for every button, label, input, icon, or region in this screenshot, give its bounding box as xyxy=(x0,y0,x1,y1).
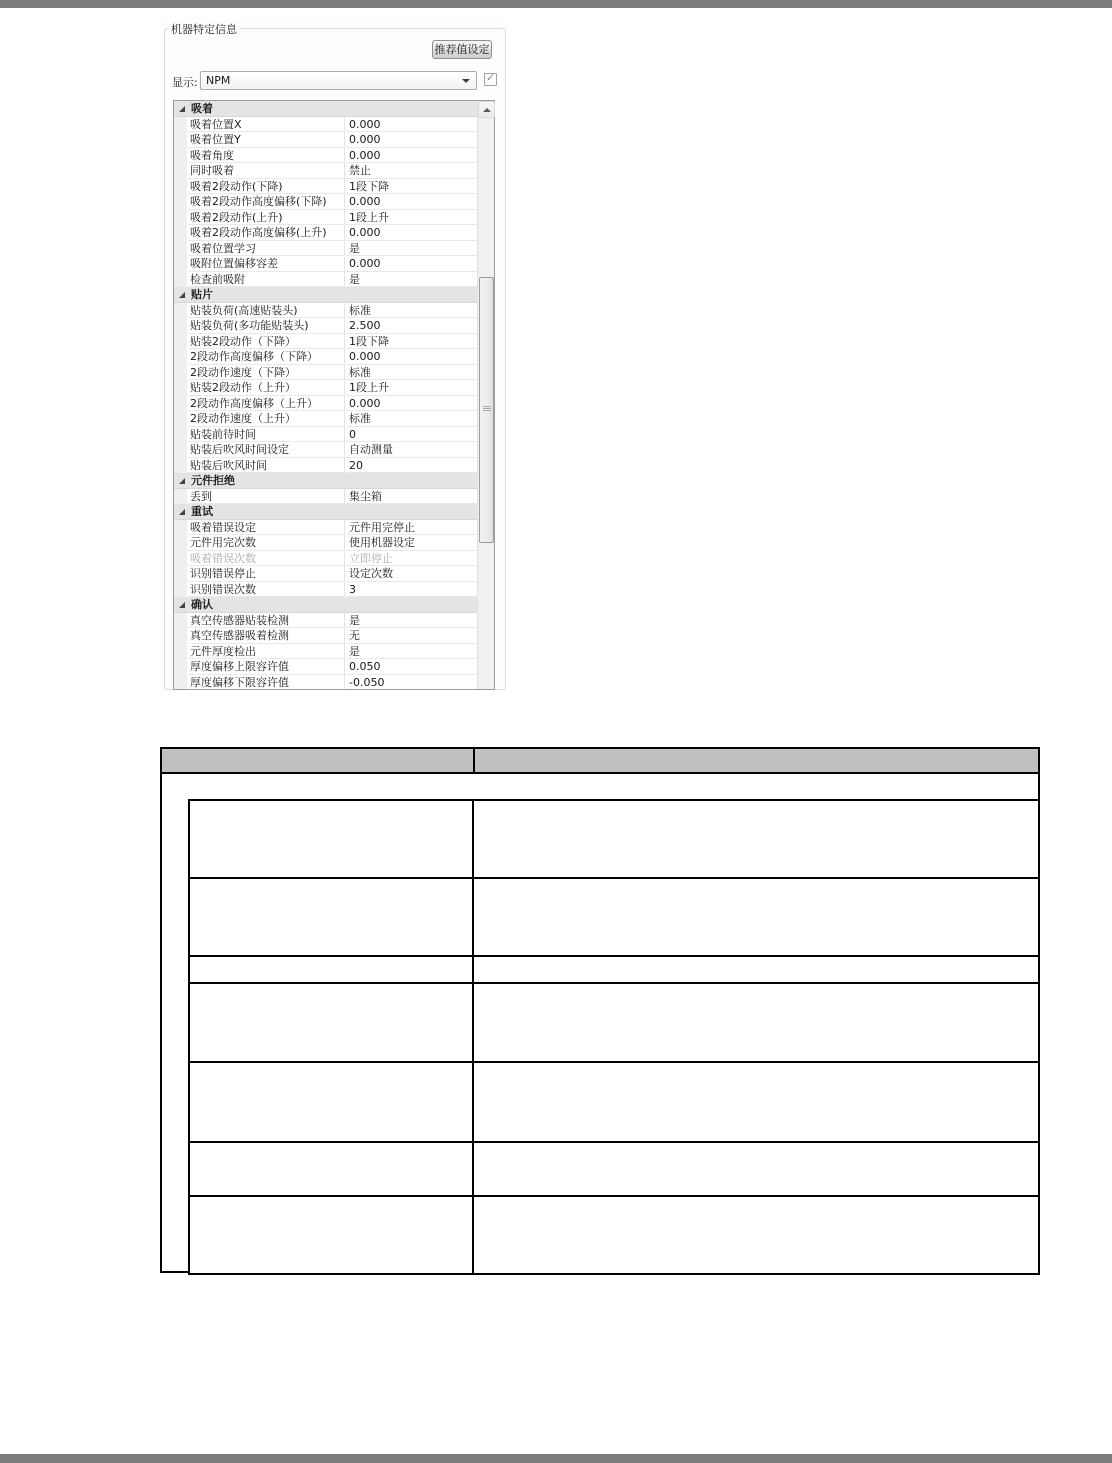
category-label: 重试 xyxy=(191,505,213,518)
property-value[interactable]: 立即停止 xyxy=(346,551,477,567)
property-name: 贴装负荷(多功能贴装头) xyxy=(188,318,345,334)
row-indent xyxy=(174,256,187,272)
table-cell-left xyxy=(190,957,474,982)
property-row[interactable] xyxy=(174,225,477,241)
table-row xyxy=(190,984,1038,1063)
property-row[interactable] xyxy=(174,582,477,598)
scrollbar-grip-icon xyxy=(483,406,491,412)
property-name: 真空传感器贴装检测 xyxy=(188,613,345,629)
property-row[interactable] xyxy=(174,644,477,660)
row-indent xyxy=(174,659,187,675)
table-cell-left xyxy=(190,879,474,955)
property-row[interactable] xyxy=(174,132,477,148)
property-row[interactable] xyxy=(174,427,477,443)
property-name: 吸着2段动作高度偏移(下降) xyxy=(188,194,345,210)
property-row[interactable] xyxy=(174,210,477,226)
property-row[interactable] xyxy=(174,520,477,536)
property-row[interactable] xyxy=(174,659,477,675)
row-indent xyxy=(174,272,187,288)
property-row[interactable] xyxy=(174,458,477,474)
expander-icon[interactable] xyxy=(179,602,185,608)
property-row[interactable] xyxy=(174,148,477,164)
property-name: 2段动作速度（下降） xyxy=(188,365,345,381)
row-indent xyxy=(174,628,187,644)
property-row[interactable] xyxy=(174,551,477,567)
row-indent xyxy=(174,396,187,412)
property-value[interactable]: 设定次数 xyxy=(346,566,477,582)
property-value[interactable]: 1段下降 xyxy=(346,179,477,195)
scroll-up-button[interactable] xyxy=(478,101,495,118)
property-row[interactable] xyxy=(174,380,477,396)
property-name: 吸着角度 xyxy=(188,148,345,164)
expander-icon[interactable] xyxy=(179,292,185,298)
property-value[interactable]: 0.000 xyxy=(346,225,477,241)
property-name: 元件厚度检出 xyxy=(188,644,345,660)
expander-icon[interactable] xyxy=(179,106,185,112)
property-value[interactable]: 1段上升 xyxy=(346,210,477,226)
row-indent xyxy=(174,582,187,598)
table-cell-left xyxy=(190,1143,474,1195)
row-indent xyxy=(174,458,187,474)
table-header-cell-left xyxy=(162,749,475,772)
property-name: 贴装2段动作（下降） xyxy=(188,334,345,350)
row-indent xyxy=(174,179,187,195)
property-row[interactable] xyxy=(174,411,477,427)
row-indent xyxy=(174,132,187,148)
property-value[interactable]: 自动测量 xyxy=(346,442,477,458)
property-name: 吸着2段动作高度偏移(上升) xyxy=(188,225,345,241)
table-header-row xyxy=(160,747,1040,774)
display-combobox[interactable] xyxy=(200,71,477,90)
property-value[interactable]: 集尘箱 xyxy=(346,489,477,505)
property-value[interactable]: 是 xyxy=(346,241,477,257)
property-row[interactable] xyxy=(174,318,477,334)
property-name: 吸着2段动作(下降) xyxy=(188,179,345,195)
inner-table xyxy=(188,799,1040,1275)
property-value[interactable]: 0.000 xyxy=(346,396,477,412)
property-value[interactable]: 0.000 xyxy=(346,132,477,148)
property-value[interactable]: 元件用完停止 xyxy=(346,520,477,536)
property-name: 识别错误停止 xyxy=(188,566,345,582)
category-row[interactable] xyxy=(174,473,477,489)
category-label: 吸着 xyxy=(191,102,213,115)
category-label: 贴片 xyxy=(191,288,213,301)
category-row[interactable] xyxy=(174,287,477,303)
property-name: 2段动作速度（上升） xyxy=(188,411,345,427)
table-row xyxy=(190,879,1038,957)
row-indent xyxy=(174,210,187,226)
row-indent xyxy=(174,442,187,458)
property-row[interactable] xyxy=(174,179,477,195)
property-name: 贴装2段动作（上升） xyxy=(188,380,345,396)
check-icon: ✓ xyxy=(486,71,496,84)
expander-icon[interactable] xyxy=(179,478,185,484)
category-label: 确认 xyxy=(191,598,213,611)
property-row[interactable] xyxy=(174,535,477,551)
property-name: 2段动作高度偏移（下降） xyxy=(188,349,345,365)
property-name: 吸着错误设定 xyxy=(188,520,345,536)
row-indent xyxy=(174,148,187,164)
property-name: 2段动作高度偏移（上升） xyxy=(188,396,345,412)
table-row xyxy=(190,1197,1038,1273)
row-indent xyxy=(174,334,187,350)
property-row[interactable] xyxy=(174,566,477,582)
property-row[interactable] xyxy=(174,365,477,381)
machine-info-panel xyxy=(163,20,507,691)
row-indent xyxy=(174,535,187,551)
table-cell-left xyxy=(190,984,474,1061)
scrollbar-thumb[interactable] xyxy=(479,277,494,543)
table-row xyxy=(190,957,1038,984)
table-cell-right xyxy=(476,1197,1038,1273)
property-name: 贴装前待时间 xyxy=(188,427,345,443)
property-row[interactable] xyxy=(174,256,477,272)
table-row xyxy=(190,1143,1038,1197)
property-value[interactable]: 0.050 xyxy=(346,659,477,675)
table-cell-right xyxy=(476,1063,1038,1141)
row-indent xyxy=(174,566,187,582)
property-name: 丢到 xyxy=(188,489,345,505)
property-name: 吸附位置偏移容差 xyxy=(188,256,345,272)
row-indent xyxy=(174,411,187,427)
table-cell-right xyxy=(476,801,1038,877)
row-indent xyxy=(174,520,187,536)
category-label: 元件拒绝 xyxy=(191,474,235,487)
row-indent xyxy=(174,194,187,210)
property-value[interactable]: 1段上升 xyxy=(346,380,477,396)
property-value[interactable]: 0.000 xyxy=(346,256,477,272)
table-row xyxy=(190,801,1038,879)
row-indent xyxy=(174,318,187,334)
reference-table xyxy=(160,747,1040,1273)
property-value[interactable]: 3 xyxy=(346,582,477,598)
property-value[interactable]: 是 xyxy=(346,272,477,288)
combobox-selected-value: NPM xyxy=(206,74,231,87)
property-name: 贴装后吹风时间设定 xyxy=(188,442,345,458)
property-name: 吸着位置学习 xyxy=(188,241,345,257)
display-row xyxy=(163,70,507,90)
row-indent xyxy=(174,489,187,505)
row-indent xyxy=(174,380,187,396)
property-row[interactable] xyxy=(174,675,477,690)
row-indent xyxy=(174,613,187,629)
table-cell-right xyxy=(476,984,1038,1061)
property-name: 贴装后吹风时间 xyxy=(188,458,345,474)
category-row[interactable] xyxy=(174,101,477,117)
table-cell-left xyxy=(190,801,474,877)
row-indent xyxy=(174,163,187,179)
display-checkbox[interactable] xyxy=(484,73,497,86)
property-value[interactable]: 使用机器设定 xyxy=(346,535,477,551)
panel-title: 机器特定信息 xyxy=(168,21,240,37)
row-indent xyxy=(174,427,187,443)
vertical-scrollbar[interactable] xyxy=(477,101,494,689)
table-cell-right xyxy=(476,1143,1038,1195)
row-indent xyxy=(174,241,187,257)
property-row[interactable] xyxy=(174,628,477,644)
row-indent xyxy=(174,303,187,319)
property-value[interactable]: 标准 xyxy=(346,365,477,381)
property-value[interactable]: 2.500 xyxy=(346,318,477,334)
property-row[interactable] xyxy=(174,334,477,350)
recommended-value-button[interactable]: 推荐值设定 xyxy=(432,40,492,59)
table-cell-left xyxy=(190,1197,474,1273)
property-name: 吸着2段动作(上升) xyxy=(188,210,345,226)
property-value[interactable]: 标准 xyxy=(346,303,477,319)
property-row[interactable] xyxy=(174,442,477,458)
property-value[interactable]: 0.000 xyxy=(346,194,477,210)
property-grid-rows xyxy=(174,101,477,689)
property-row[interactable] xyxy=(174,349,477,365)
scroll-up-icon xyxy=(483,108,491,112)
property-row[interactable] xyxy=(174,396,477,412)
property-value[interactable]: -0.050 xyxy=(346,675,477,690)
property-value[interactable]: 0.000 xyxy=(346,117,477,133)
property-name: 检查前吸附 xyxy=(188,272,345,288)
property-value[interactable]: 1段下降 xyxy=(346,334,477,350)
property-row[interactable] xyxy=(174,272,477,288)
property-value[interactable]: 无 xyxy=(346,628,477,644)
category-row[interactable] xyxy=(174,504,477,520)
property-value[interactable]: 是 xyxy=(346,644,477,660)
property-row[interactable] xyxy=(174,241,477,257)
property-name: 吸着位置Y xyxy=(188,132,345,148)
property-name: 贴装负荷(高速贴装头) xyxy=(188,303,345,319)
row-indent xyxy=(174,551,187,567)
display-label: 显示: xyxy=(172,76,198,89)
page-top-rule xyxy=(0,0,1112,8)
row-indent xyxy=(174,644,187,660)
property-name: 真空传感器吸着检测 xyxy=(188,628,345,644)
table-cell-right xyxy=(476,879,1038,955)
table-row xyxy=(190,1063,1038,1143)
table-cell-right xyxy=(476,957,1038,982)
property-name: 吸着位置X xyxy=(188,117,345,133)
property-value[interactable]: 0.000 xyxy=(346,349,477,365)
row-indent xyxy=(174,675,187,690)
chevron-down-icon xyxy=(462,79,470,83)
property-name: 吸着错误次数 xyxy=(188,551,345,567)
property-row[interactable] xyxy=(174,613,477,629)
property-name: 识别错误次数 xyxy=(188,582,345,598)
property-row[interactable] xyxy=(174,117,477,133)
category-row[interactable] xyxy=(174,597,477,613)
row-indent xyxy=(174,117,187,133)
property-grid xyxy=(173,100,495,690)
property-name: 同时吸着 xyxy=(188,163,345,179)
property-row[interactable] xyxy=(174,163,477,179)
row-indent xyxy=(174,225,187,241)
property-value[interactable]: 标准 xyxy=(346,411,477,427)
row-indent xyxy=(174,349,187,365)
property-value[interactable]: 20 xyxy=(346,458,477,474)
expander-icon[interactable] xyxy=(179,509,185,515)
property-row[interactable] xyxy=(174,303,477,319)
property-value[interactable]: 禁止 xyxy=(346,163,477,179)
row-indent xyxy=(174,365,187,381)
property-name: 厚度偏移下限容许值 xyxy=(188,675,345,690)
property-name: 元件用完次数 xyxy=(188,535,345,551)
table-cell-left xyxy=(190,1063,474,1141)
table-body xyxy=(160,774,1040,1273)
property-row[interactable] xyxy=(174,489,477,505)
table-header-cell-right xyxy=(475,749,1038,772)
property-row[interactable] xyxy=(174,194,477,210)
property-name: 厚度偏移上限容许值 xyxy=(188,659,345,675)
property-value[interactable]: 0.000 xyxy=(346,148,477,164)
page-bottom-rule xyxy=(0,1454,1112,1463)
property-value[interactable]: 0 xyxy=(346,427,477,443)
property-value[interactable]: 是 xyxy=(346,613,477,629)
